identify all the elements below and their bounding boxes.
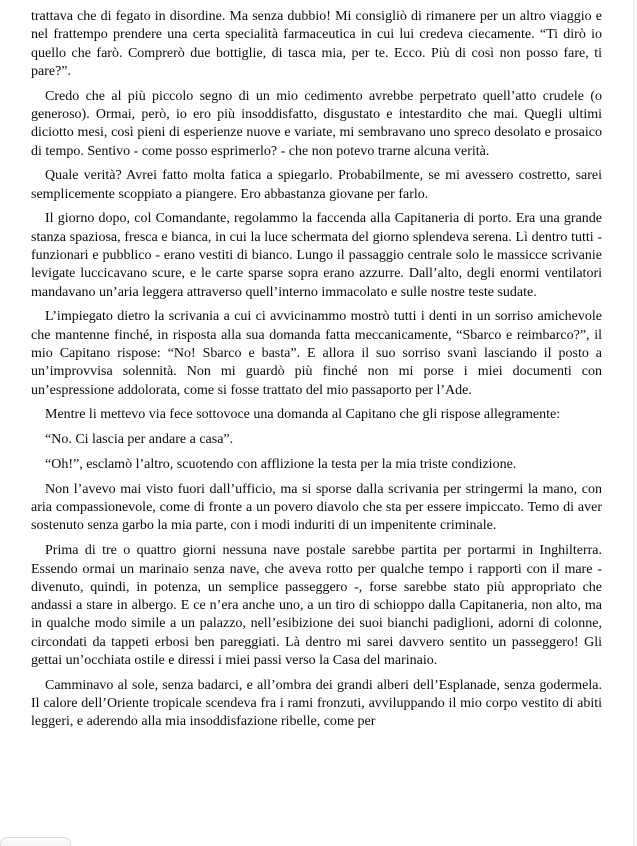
paragraph: trattava che di fegato in disordine. Ma senza dubbio! Mi consigliò di rimanere per un altro viaggio e nel frattempo prendere una certa specialità farmaceutica in cui lui credeva ciecamente. “Ti dirò io quello che farò. Comprerò due bottiglie, di tasca mia, per te. Ecco. Più di così non posso fare, ti pare?”. xyxy=(31,9,602,79)
paragraph: Non l’avevo mai visto fuori dall’ufficio, ma si sporse dalla scrivania per stringermi la mano, con aria compassionevole, come di fronte a un povero diavolo che sta per essere impiccato. Temo di aver sostenuto senza garbo la mia parte, con i modi induriti di un impenitente criminale. xyxy=(31,481,602,534)
paragraph: “No. Ci lascia per andare a casa”. xyxy=(45,432,234,448)
paragraph: Quale verità? Avrei fatto molta fatica a spiegarlo. Probabilmente, se mi avessero costretto, sarei semplicemente scoppiato a piangere. Ero abbastanza giovane per farlo. xyxy=(31,168,602,202)
paragraph: Mentre li mettevo via fece sottovoce una domanda al Capitano che gli rispose allegramente: xyxy=(45,407,561,423)
paragraph: L’impiegato dietro la scrivania a cui ci avvicinammo mostrò tutti i denti in un sorriso amichevole che mantenne finché, in risposta alla sua domanda fatta meccanicamente, “Sbarco e reimbarco?”, il mio Capitano rispose: “No! Sbarco e basta”. E allora il suo sorriso svanì lasciando il posto a un’improvvisa solennità. Non mi guardò più finché non mi porse i miei documenti con un’espressione addolorata, come si fosse trattato del mio passaporto per l’Ade. xyxy=(31,309,602,398)
page-text xyxy=(31,8,602,738)
paragraph: Prima di tre o quattro giorni nessuna nave postale sarebbe partita per portarmi in Inghilterra. Essendo ormai un marinaio senza nave, che aveva rotto per qualche tempo i rapporti con il mare - divenuto, quindi, in potenza, un semplice passeggero -, forse sarebbe stato più appropriato che andassi a stare in albergo. E ce n’era anche uno, a un tiro di schioppo dalla Capitaneria, non alto, ma in qualche modo simile a un palazzo, nell’esibizione dei suoi bianchi padiglioni, adorni di colonne, circondati da tappeti erbosi ben pareggiati. Là dentro mi sarei davvero sentito un passeggero! Gli gettai un’occhiata ostile e diressi i miei passi verso la Casa del marinaio. xyxy=(31,543,602,668)
viewport-right-edge xyxy=(633,0,637,846)
paragraph: Credo che al più piccolo segno di un mio cedimento avrebbe perpetrato quell’atto crudele (o generoso). Ormai, però, io ero più insoddisfatto, disgustato e intestardito che mai. Quegli ultimi diciotto mesi, così pieni di esperienze nuove e variate, mi sembravano uno spreco desolato e prosaico di tempo. Sentivo - come posso esprimerlo? - che non potevo trarne alcuna verità. xyxy=(31,88,602,159)
paragraph: Camminavo al sole, senza badarci, e all’ombra dei grandi alberi dell’Esplanade, senza godermela. Il calore dell’Oriente tropicale scendeva fra i rami fronzuti, avviluppando il mio corpo vestito di abiti leggeri, e aderendo alla mia insoddisfazione ribelle, come per xyxy=(31,677,602,730)
paragraph: “Oh!”, esclamò l’altro, scuotendo con afflizione la testa per la mia triste condizione. xyxy=(45,457,517,473)
status-bubble xyxy=(0,837,71,846)
paragraph: Il giorno dopo, col Comandante, regolammo la faccenda alla Capitaneria di porto. Era una grande stanza spaziosa, fresca e bianca, in cui la luce schermata del giorno splendeva serena. Lì dentro tutti - funzionari e pubblico - erano vestiti di bianco. Lungo il passaggio centrale solo le massicce scrivanie levigate luccicavano scure, e le carte sparse sopra erano azzurre. Dall’alto, degli enormi ventilatori mandavano un’aria leggera attraverso quell’interno immacolato e sulle nostre teste sudate. xyxy=(31,211,602,300)
